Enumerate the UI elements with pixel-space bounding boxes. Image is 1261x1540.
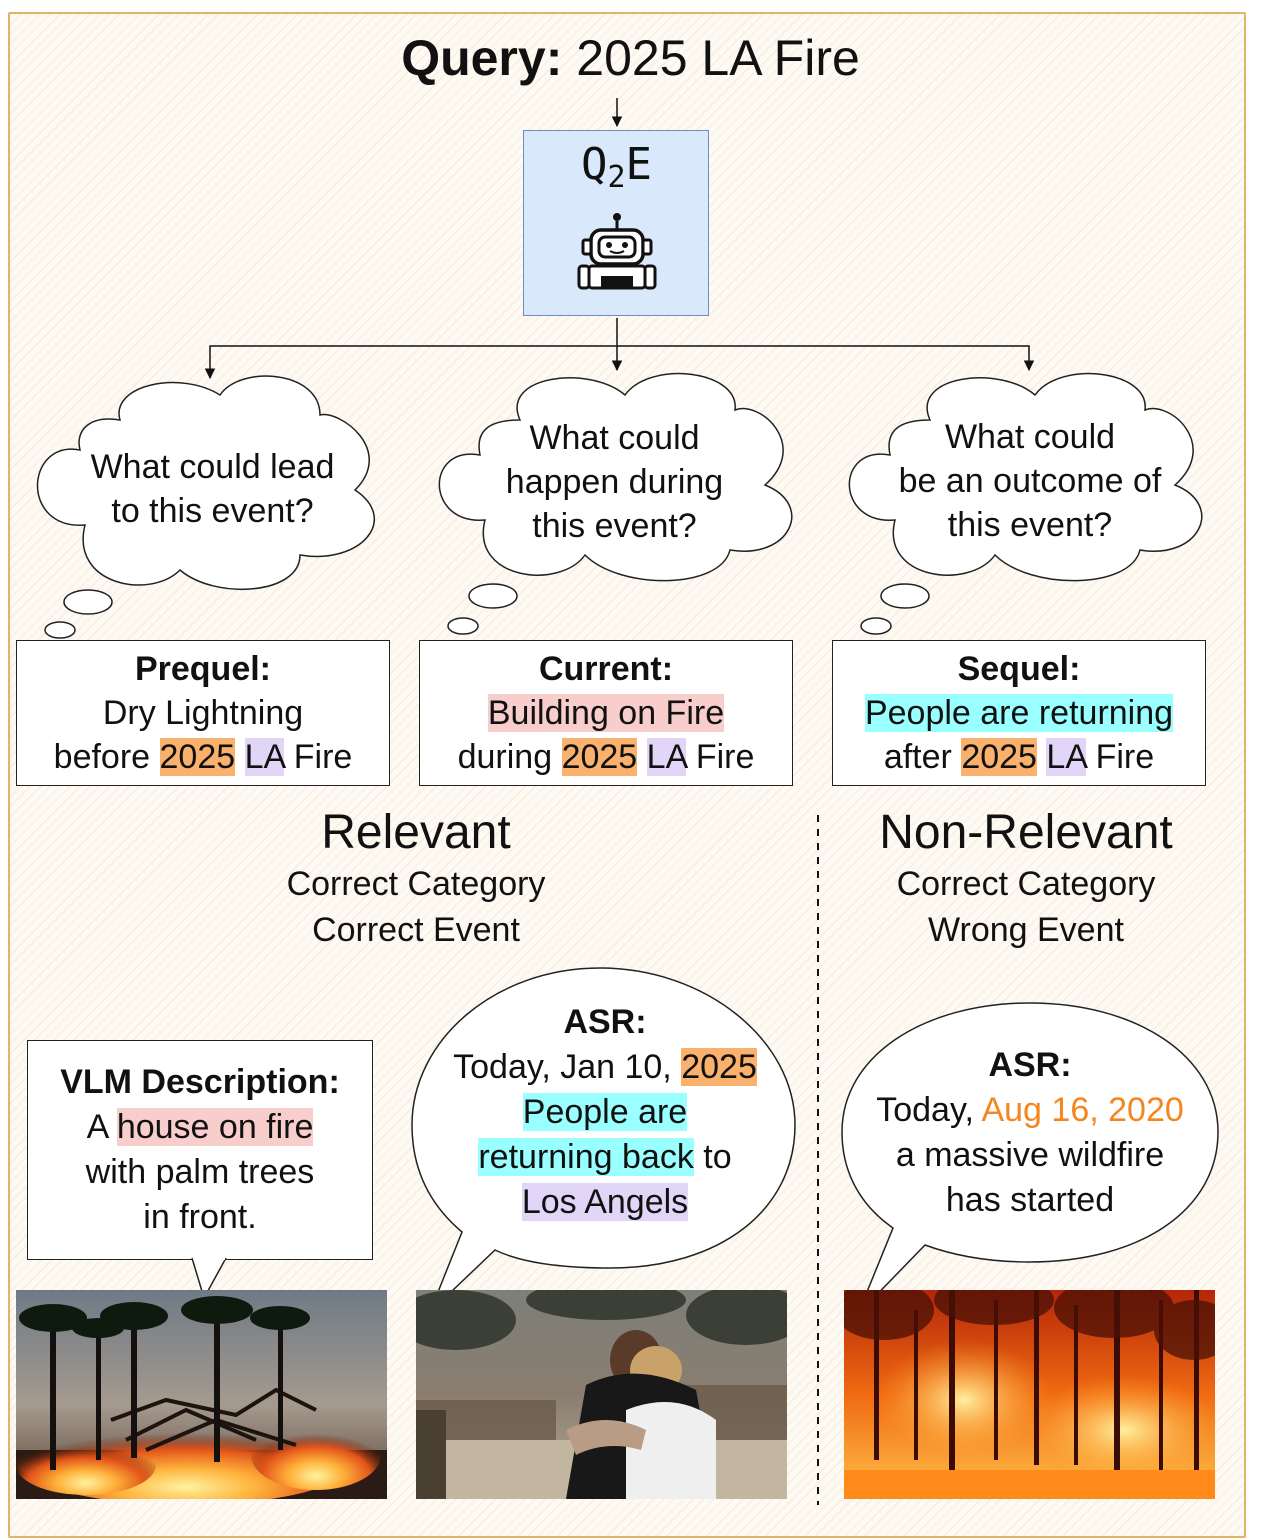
vlm-highlight: house on fire [116, 1108, 314, 1146]
cloud-text-sequel [870, 415, 1190, 547]
robot-icon [575, 210, 659, 292]
forest-fire-image [844, 1290, 1215, 1499]
people-hugging-image [416, 1290, 787, 1499]
current-line2 [420, 735, 792, 779]
la-highlight: LA [1046, 738, 1087, 776]
vlm-line2: with palm trees [85, 1153, 315, 1191]
cloud-line: What could [529, 419, 700, 457]
current-box [419, 640, 793, 786]
la-highlight: LA [244, 738, 285, 776]
cloud-line: this event? [947, 506, 1113, 544]
asr-nonrelevant-pre: Today, [876, 1091, 974, 1129]
q2e-q: Q [580, 139, 608, 190]
sequel-line2 [833, 735, 1205, 779]
asr-relevant-pre: Today, Jan 10, [453, 1048, 672, 1086]
prequel-box [16, 640, 390, 786]
year-highlight: 2025 [681, 1048, 757, 1086]
current-pre: during [457, 738, 553, 776]
query-value: 2025 LA Fire [576, 30, 860, 86]
prequel-head: Prequel: [134, 650, 272, 688]
prequel-pre: before [53, 738, 151, 776]
nonrelevant-title: Non-Relevant [879, 806, 1173, 859]
house-fire-image [16, 1290, 387, 1499]
cloud-line: What could [944, 418, 1116, 456]
asr-nonrelevant-line2: a massive wildfire [895, 1136, 1165, 1174]
sequel-box [832, 640, 1206, 786]
relevant-title: Relevant [321, 806, 511, 859]
fire-word: Fire [1095, 738, 1155, 776]
year-highlight: 2025 [961, 738, 1037, 776]
relevant-line1: Correct Category [286, 865, 546, 903]
relevant-section [216, 805, 616, 953]
sequel-pre: after [883, 738, 952, 776]
year-highlight: 2025 [159, 738, 236, 776]
asr-nonrelevant-text [845, 1043, 1215, 1223]
prequel-line1: Dry Lightning [102, 694, 304, 732]
cloud-line: to this event? [111, 492, 314, 530]
nonrelevant-line1: Correct Category [896, 865, 1156, 903]
cloud-line: happen during [505, 463, 724, 501]
fire-word: Fire [293, 738, 353, 776]
query-title [0, 28, 1261, 88]
year-highlight: 2025 [561, 738, 638, 776]
vlm-head: VLM Description: [60, 1063, 340, 1101]
nonrelevant-section [826, 805, 1226, 953]
cloud-text-prequel [60, 445, 365, 533]
current-line1: Building on Fire [487, 694, 725, 732]
current-head: Current: [538, 650, 674, 688]
q2e-e: E [625, 139, 653, 190]
vlm-a: A [86, 1108, 108, 1146]
fire-word: Fire [695, 738, 755, 776]
vlm-text [27, 1060, 373, 1240]
q2e-label [0, 140, 1233, 203]
left-arrow [210, 346, 617, 378]
cloud-line: What could lead [90, 448, 335, 486]
cloud-text-current [462, 416, 767, 548]
asr-relevant-head: ASR: [563, 1003, 647, 1041]
asr-to: to [703, 1138, 732, 1176]
cloud-line: this event? [532, 507, 697, 545]
right-arrow [617, 346, 1029, 370]
sequel-line1: People are returning [864, 694, 1174, 732]
nonrelevant-line2: Wrong Event [928, 911, 1124, 949]
q2e-subscript: 2 [607, 160, 626, 195]
vlm-line3: in front. [143, 1198, 257, 1236]
asr-nonrelevant-head: ASR: [988, 1046, 1072, 1084]
asr-highlight-1: People are [522, 1093, 688, 1131]
query-label: Query: [401, 30, 563, 86]
cloud-line: be an outcome of [898, 462, 1162, 500]
relevant-line2: Correct Event [312, 911, 520, 949]
asr-highlight-2: returning back [478, 1138, 694, 1176]
la-highlight: LA [646, 738, 687, 776]
prequel-line2 [17, 735, 389, 779]
asr-relevant-text [420, 1000, 790, 1225]
asr-date: Aug 16, 2020 [981, 1091, 1184, 1129]
asr-place-highlight: Los Angels [521, 1183, 689, 1221]
asr-nonrelevant-line3: has started [945, 1181, 1115, 1219]
sequel-head: Sequel: [957, 650, 1081, 688]
